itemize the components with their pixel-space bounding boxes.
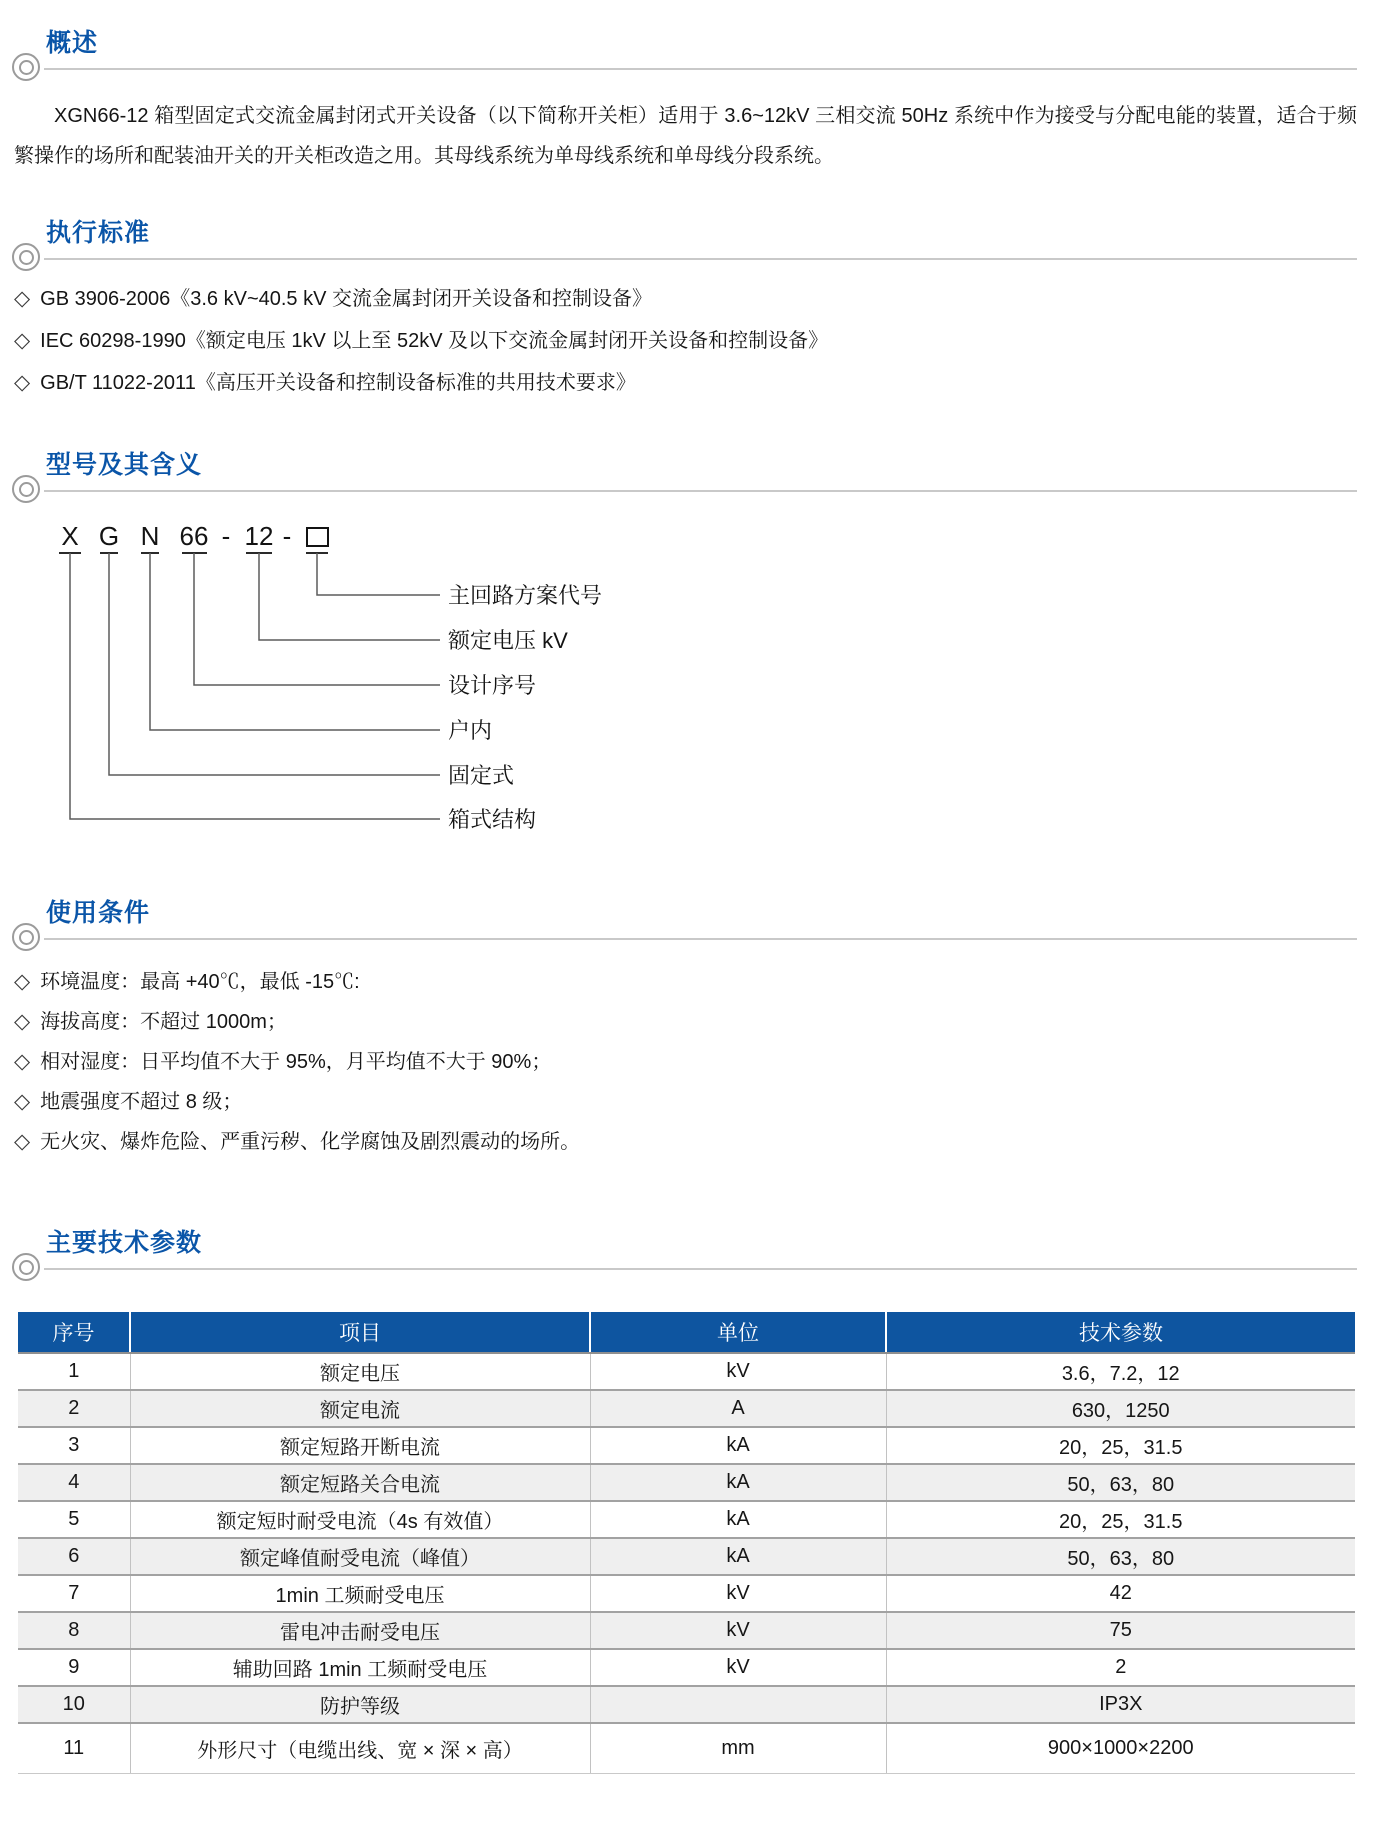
table-row: [18, 1686, 1355, 1723]
cell-no: 6: [18, 1538, 130, 1575]
cell-value: 20，25，31.5: [886, 1427, 1355, 1464]
diamond-bullet-icon: ◇: [14, 371, 31, 394]
table-row: [18, 1464, 1355, 1501]
cell-value: 900×1000×2200: [886, 1723, 1355, 1773]
model-code-char: X: [61, 521, 79, 551]
cell-item: 额定电流: [130, 1390, 590, 1427]
ring-icon: [12, 243, 40, 271]
section-title-standards: 执行标准: [46, 219, 151, 247]
column-header: 技术参数: [886, 1312, 1355, 1353]
model-code-char: -: [282, 521, 292, 551]
section-header-parameters: [0, 1228, 1357, 1270]
cell-item: 额定电压: [130, 1353, 590, 1390]
condition-text: 环境温度：最高 +40℃，最低 -15℃:: [40, 971, 360, 993]
cell-value: 75: [886, 1612, 1355, 1649]
diagram-label: 设计序号: [448, 673, 537, 698]
ring-icon: [12, 475, 40, 503]
cell-value: IP3X: [886, 1686, 1355, 1723]
diamond-bullet-icon: ◇: [14, 1130, 31, 1153]
cell-unit: kV: [590, 1353, 886, 1390]
cell-item: 额定短路关合电流: [130, 1464, 590, 1501]
table-row: [18, 1575, 1355, 1612]
diagram-label: 额定电压 kV: [448, 628, 568, 653]
column-header: 序号: [18, 1312, 130, 1353]
table-row: [18, 1538, 1355, 1575]
condition-text: 无火灾、爆炸危险、严重污秽、化学腐蚀及剧烈震动的场所。: [40, 1131, 581, 1153]
standards-list: [14, 278, 1357, 404]
list-item: [14, 278, 1357, 320]
cell-unit: kV: [590, 1575, 886, 1612]
section-title-overview: 概述: [46, 29, 99, 57]
table-row: [18, 1353, 1355, 1390]
ring-inner-icon: [19, 250, 34, 265]
cell-value: 50，63，80: [886, 1464, 1355, 1501]
list-item: [14, 362, 1357, 404]
standard-text: GB/T 11022-2011《高压开关设备和控制设备标准的共用技术要求》: [40, 372, 636, 394]
table-row: [18, 1390, 1355, 1427]
connector-lines: [70, 553, 440, 819]
section-header-conditions: [0, 898, 1357, 940]
cell-value: 42: [886, 1575, 1355, 1612]
section-title-parameters: 主要技术参数: [46, 1229, 203, 1257]
cell-no: 1: [18, 1353, 130, 1390]
cell-item: 额定短时耐受电流（4s 有效值）: [130, 1501, 590, 1538]
cell-item: 外形尺寸（电缆出线、宽 × 深 × 高）: [130, 1723, 590, 1773]
cell-value: 630，1250: [886, 1390, 1355, 1427]
table-header-row: [18, 1312, 1355, 1353]
model-designation-diagram: [16, 512, 1356, 842]
ring-icon: [12, 53, 40, 81]
column-header: 项目: [130, 1312, 590, 1353]
diagram-label: 户内: [448, 718, 493, 743]
model-code-char: 66: [179, 521, 209, 551]
list-item: [14, 962, 1357, 1002]
diamond-bullet-icon: ◇: [14, 329, 31, 352]
ring-icon: [12, 1253, 40, 1281]
diamond-bullet-icon: ◇: [14, 1050, 31, 1073]
section-header-overview: [0, 28, 1357, 70]
section-rule: [44, 1268, 1357, 1270]
cell-item: 额定短路开断电流: [130, 1427, 590, 1464]
cell-value: 2: [886, 1649, 1355, 1686]
diagram-label: 主回路方案代号: [448, 583, 603, 608]
overview-paragraph: XGN66-12 箱型固定式交流金属封闭式开关设备（以下简称开关柜）适用于 3.6~12kV 三相交流 50Hz 系统中作为接受与分配电能的装置，适合于频繁操作的场所和配装油开关的开关柜改造之用。其母线系统为单母线系统和单母线分段系统。: [14, 105, 1357, 167]
diamond-bullet-icon: ◇: [14, 1090, 31, 1113]
standard-text: IEC 60298-1990《额定电压 1kV 以上至 52kV 及以下交流金属封闭开关设备和控制设备》: [40, 330, 829, 352]
model-code-char: G: [98, 521, 120, 551]
column-header: 单位: [590, 1312, 886, 1353]
section-rule: [44, 68, 1357, 70]
table-row: [18, 1649, 1355, 1686]
ring-inner-icon: [19, 60, 34, 75]
cell-no: 2: [18, 1390, 130, 1427]
list-item: [14, 1002, 1357, 1042]
cell-no: 7: [18, 1575, 130, 1612]
list-item: [14, 1082, 1357, 1122]
standard-text: GB 3906-2006《3.6 kV~40.5 kV 交流金属封闭开关设备和控制设备》: [40, 288, 653, 310]
section-header-standards: [0, 218, 1357, 260]
cell-value: 20，25，31.5: [886, 1501, 1355, 1538]
cell-item: 防护等级: [130, 1686, 590, 1723]
list-item: [14, 1122, 1357, 1162]
ring-inner-icon: [19, 930, 34, 945]
cell-no: 3: [18, 1427, 130, 1464]
conditions-list: [14, 962, 1357, 1162]
section-rule: [44, 938, 1357, 940]
cell-value: 50，63，80: [886, 1538, 1355, 1575]
cell-unit: kA: [590, 1501, 886, 1538]
cell-item: 1min 工频耐受电压: [130, 1575, 590, 1612]
condition-text: 相对湿度：日平均值不大于 95%，月平均值不大于 90%；: [40, 1051, 552, 1073]
cell-unit: kV: [590, 1612, 886, 1649]
table-row: [18, 1612, 1355, 1649]
cell-item: 额定峰值耐受电流（峰值）: [130, 1538, 590, 1575]
cell-item: 雷电冲击耐受电压: [130, 1612, 590, 1649]
parameters-table: [18, 1312, 1355, 1774]
diamond-bullet-icon: ◇: [14, 287, 31, 310]
model-placeholder-box: [307, 528, 328, 546]
cell-no: 4: [18, 1464, 130, 1501]
diagram-label: 固定式: [448, 763, 515, 788]
section-title-conditions: 使用条件: [46, 899, 151, 927]
section-title-model: 型号及其含义: [46, 451, 203, 479]
table-row: [18, 1427, 1355, 1464]
diamond-bullet-icon: ◇: [14, 970, 31, 993]
cell-no: 9: [18, 1649, 130, 1686]
cell-value: 3.6，7.2，12: [886, 1353, 1355, 1390]
cell-item: 辅助回路 1min 工频耐受电压: [130, 1649, 590, 1686]
cell-no: 10: [18, 1686, 130, 1723]
table-row: [18, 1501, 1355, 1538]
model-code-char: N: [140, 521, 160, 551]
list-item: [14, 1042, 1357, 1082]
cell-no: 5: [18, 1501, 130, 1538]
condition-text: 地震强度不超过 8 级；: [40, 1091, 243, 1113]
cell-unit: A: [590, 1390, 886, 1427]
ring-icon: [12, 923, 40, 951]
cell-unit: kV: [590, 1649, 886, 1686]
cell-no: 8: [18, 1612, 130, 1649]
model-code-char: 12: [244, 521, 274, 551]
model-code-char: -: [221, 521, 231, 551]
diagram-label: 箱式结构: [448, 807, 537, 832]
ring-inner-icon: [19, 1260, 34, 1275]
ring-inner-icon: [19, 482, 34, 497]
section-rule: [44, 490, 1357, 492]
cell-unit: kA: [590, 1427, 886, 1464]
cell-unit: kA: [590, 1538, 886, 1575]
cell-unit: mm: [590, 1723, 886, 1773]
list-item: [14, 320, 1357, 362]
condition-text: 海拔高度：不超过 1000m；: [40, 1011, 287, 1033]
cell-no: 11: [18, 1723, 130, 1773]
cell-unit: [590, 1686, 886, 1723]
table-row: [18, 1723, 1355, 1773]
diamond-bullet-icon: ◇: [14, 1010, 31, 1033]
section-rule: [44, 258, 1357, 260]
section-header-model: [0, 450, 1357, 492]
cell-unit: kA: [590, 1464, 886, 1501]
